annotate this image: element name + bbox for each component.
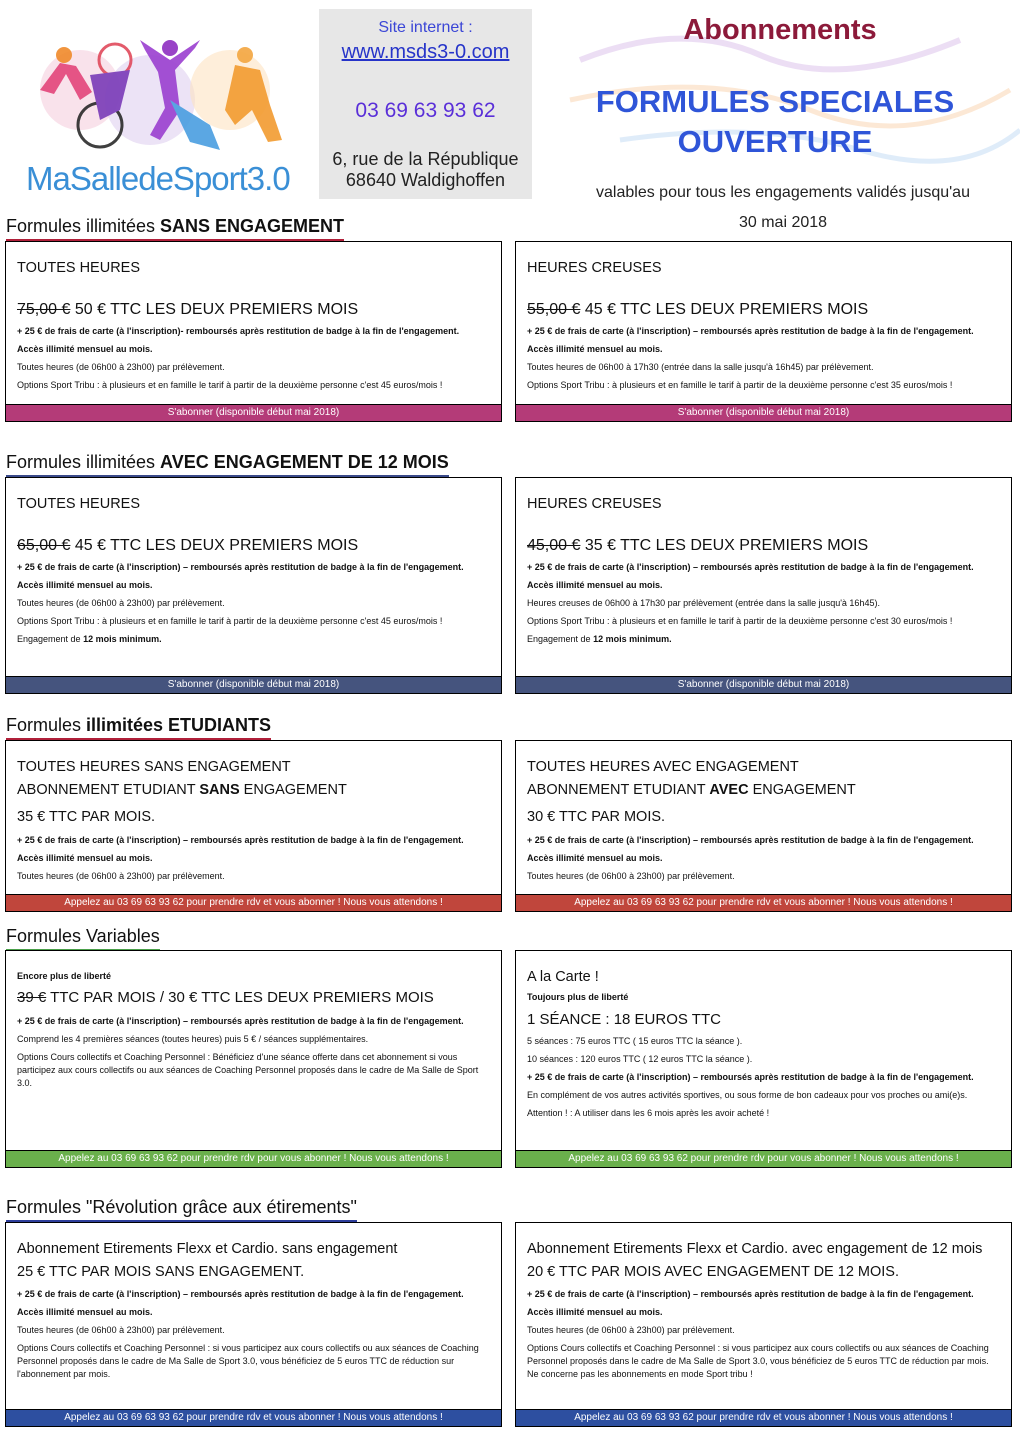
card-sans-engagement-heures-creuses xyxy=(515,241,1012,422)
engagement-bold: 12 mois minimum. xyxy=(593,634,672,644)
section-title-sans-engagement xyxy=(6,216,344,238)
card-horaires: Toutes heures (de 06h00 à 23h00) par prélèvement. xyxy=(17,362,225,372)
card-frais: + 25 € de frais de carte (à l'inscription) – remboursés après restitution de badge à la fin de l'engagement. xyxy=(527,835,974,845)
section-title-prefix: Formules "Révolution grâce aux étirements" xyxy=(6,1197,357,1217)
new-price: 45 € TTC LES DEUX PREMIERS MOIS xyxy=(580,301,869,318)
card-subheading xyxy=(17,782,347,798)
card-heading: HEURES CREUSES xyxy=(527,260,662,276)
card-price xyxy=(17,989,434,1006)
card-horaires: Toutes heures (de 06h00 à 23h00) par prélèvement. xyxy=(17,1325,225,1335)
card-acces: Accès illimité mensuel au mois. xyxy=(17,853,153,863)
card-horaires: Toutes heures (de 06h00 à 23h00) par prélèvement. xyxy=(527,871,735,881)
card-price xyxy=(527,537,868,555)
card-heading: TOUTES HEURES AVEC ENGAGEMENT xyxy=(527,759,799,775)
card-frais: + 25 € de frais de carte (à l'inscription) – remboursés après restitution de badge à la fin de l'engagement. xyxy=(527,1289,974,1299)
card-options: Options Sport Tribu : à plusieurs et en famille le tarif à partir de la deuxième personne c'est 45 euros/mois ! xyxy=(17,380,443,390)
subscribe-button[interactable]: S'abonner (disponible début mai 2018) xyxy=(516,404,1011,421)
section-title-prefix: Formules illimitées xyxy=(6,216,161,236)
card-etudiant-avec-engagement xyxy=(515,740,1012,912)
engagement-bold: 12 mois minimum. xyxy=(83,634,162,644)
card-horaires: Toutes heures (de 06h00 à 23h00) par prélèvement. xyxy=(17,871,225,881)
card-pack-10: 10 séances : 120 euros TTC ( 12 euros TTC la séance ). xyxy=(527,1054,753,1064)
card-tagline: Encore plus de liberté xyxy=(17,971,112,981)
card-horaires: Heures creuses de 06h00 à 17h30 par prélèvement (entrée dans la salle jusqu'à 16h45). xyxy=(527,598,880,608)
call-to-subscribe-button[interactable]: Appelez au 03 69 63 93 62 pour prendre rdv pour vous abonner ! Nous vous attendons ! xyxy=(6,1150,501,1167)
card-heading: A la Carte ! xyxy=(527,969,599,985)
card-heading: HEURES CREUSES xyxy=(527,496,662,512)
card-options: Options Cours collectifs et Coaching Personnel : si vous participez aux cours collectifs ou aux séances de Coaching Personnel proposés dans le cadre de Ma Salle de Sport 3.0, vous bénéficiez de 5 euros TTC de réduction par mois. Ne concerne pas les abonnements en mode Sport tribu ! xyxy=(527,1343,989,1379)
card-heading: TOUTES HEURES xyxy=(17,260,141,276)
card-frais: + 25 € de frais de carte (à l'inscription) – remboursés après restitution de badge à la fin de l'engagement. xyxy=(527,1072,974,1082)
call-to-subscribe-button[interactable]: Appelez au 03 69 63 93 62 pour prendre rdv et vous abonner ! Nous vous attendons ! xyxy=(6,894,501,911)
card-subheading xyxy=(527,782,856,798)
promo-title xyxy=(560,82,990,162)
sub-bold: SANS xyxy=(199,782,240,798)
section-title-avec-engagement xyxy=(6,452,449,474)
new-price: 45 € TTC LES DEUX PREMIERS MOIS xyxy=(70,537,359,554)
card-frais: + 25 € de frais de carte (à l'inscription) – remboursés après restitution de badge à la fin de l'engagement. xyxy=(527,326,974,336)
card-engagement xyxy=(17,633,491,646)
sub-prefix: ABONNEMENT ETUDIANT xyxy=(527,782,710,798)
section-title-prefix: Formules Variables xyxy=(6,926,160,946)
card-acces: Accès illimité mensuel au mois. xyxy=(527,853,663,863)
section-title-variables xyxy=(6,926,160,948)
section-title-bold: AVEC ENGAGEMENT DE 12 MOIS xyxy=(160,452,449,472)
sub-suffix: ENGAGEMENT xyxy=(748,782,856,798)
address-line1: 6, rue de la République xyxy=(332,149,519,169)
card-variable-mensuel xyxy=(5,950,502,1168)
subscribe-button[interactable]: S'abonner (disponible début mai 2018) xyxy=(516,676,1011,693)
card-frais: + 25 € de frais de carte (à l'inscription) – remboursés après restitution de badge à la fin de l'engagement. xyxy=(17,562,464,572)
card-options: Options Cours collectifs et Coaching Personnel : Bénéficiez d'une séance offerte dans cet abonnement si vous participez aux cours collectifs ou aux séances de Coaching Personnel proposés dans le cadre de Ma Salle de Sport 3.0. xyxy=(17,1052,479,1088)
sub-prefix: ABONNEMENT ETUDIANT xyxy=(17,782,200,798)
subscribe-button[interactable]: S'abonner (disponible début mai 2018) xyxy=(6,404,501,421)
call-to-subscribe-button[interactable]: Appelez au 03 69 63 93 62 pour prendre rdv et vous abonner ! Nous vous attendons ! xyxy=(6,1409,501,1426)
card-frais: + 25 € de frais de carte (à l'inscription) – remboursés après restitution de badge à la fin de l'engagement. xyxy=(527,562,974,572)
call-to-subscribe-button[interactable]: Appelez au 03 69 63 93 62 pour prendre rdv pour vous abonner ! Nous vous attendons ! xyxy=(516,1150,1011,1167)
card-acces: Accès illimité mensuel au mois. xyxy=(17,1307,153,1317)
card-etirements-sans-engagement xyxy=(5,1222,502,1427)
new-price: 50 € TTC LES DEUX PREMIERS MOIS xyxy=(70,301,359,318)
card-avec-engagement-heures-creuses xyxy=(515,477,1012,694)
card-price xyxy=(17,301,358,319)
section-title-bold: illimitées ETUDIANTS xyxy=(86,715,272,735)
engagement-prefix: Engagement de xyxy=(17,634,84,644)
old-price: 65,00 € xyxy=(17,537,71,554)
new-price: 35 € TTC LES DEUX PREMIERS MOIS xyxy=(580,537,869,554)
engagement-prefix: Engagement de xyxy=(527,634,594,644)
site-link[interactable]: www.msds3-0.com xyxy=(341,41,510,63)
section-title-prefix: Formules xyxy=(6,715,87,735)
site-label: Site internet : xyxy=(378,19,473,36)
card-price xyxy=(527,301,868,319)
address-line2: 68640 Waldighoffen xyxy=(345,170,506,190)
card-complement: En complément de vos autres activités sportives, ou sous forme de bon cadeaux pour vos proches ou ami(e)s. xyxy=(527,1090,968,1100)
call-to-subscribe-button[interactable]: Appelez au 03 69 63 93 62 pour prendre rdv et vous abonner ! Nous vous attendons ! xyxy=(516,894,1011,911)
card-sans-engagement-toutes-heures xyxy=(5,241,502,422)
promo-validity-date: 30 mai 2018 xyxy=(738,214,828,231)
call-to-subscribe-button[interactable]: Appelez au 03 69 63 93 62 pour prendre rdv et vous abonner ! Nous vous attendons ! xyxy=(516,1409,1011,1426)
new-price: TTC PAR MOIS / 30 € TTC LES DEUX PREMIERS MOIS xyxy=(46,989,434,1006)
card-frais: + 25 € de frais de carte (à l'inscription) – remboursés après restitution de badge à la fin de l'engagement. xyxy=(17,1289,464,1299)
card-horaires: Toutes heures (de 06h00 à 23h00) par prélèvement. xyxy=(527,1325,735,1335)
sub-bold: AVEC xyxy=(709,782,749,798)
contact-box xyxy=(319,9,532,199)
card-options: Options Sport Tribu : à plusieurs et en famille le tarif à partir de la deuxième personne c'est 45 euros/mois ! xyxy=(17,616,443,626)
card-a-la-carte xyxy=(515,950,1012,1168)
phone-number[interactable]: 03 69 63 93 62 xyxy=(355,99,496,122)
card-price: 30 € TTC PAR MOIS. xyxy=(527,809,666,825)
section-title-etudiants xyxy=(6,715,271,737)
page-heading: Abonnements xyxy=(683,14,877,46)
card-options: Options Sport Tribu : à plusieurs et en famille le tarif à partir de la deuxième personne c'est 30 euros/mois ! xyxy=(527,616,953,626)
promo-validity-line1: valables pour tous les engagements validés jusqu'au xyxy=(596,184,970,201)
card-price: 20 € TTC PAR MOIS AVEC ENGAGEMENT DE 12 MOIS. xyxy=(527,1264,899,1280)
card-acces: Accès illimité mensuel au mois. xyxy=(527,344,663,354)
section-title-bold: SANS ENGAGEMENT xyxy=(160,216,345,236)
card-etudiant-sans-engagement xyxy=(5,740,502,912)
card-acces: Accès illimité mensuel au mois. xyxy=(17,344,153,354)
card-attention: Attention ! : A utiliser dans les 6 mois après les avoir acheté ! xyxy=(527,1108,770,1118)
promo-title-line1: FORMULES SPECIALES xyxy=(595,84,955,119)
card-avec-engagement-toutes-heures xyxy=(5,477,502,694)
card-price xyxy=(17,537,358,555)
card-price: 35 € TTC PAR MOIS. xyxy=(17,809,156,825)
card-seances: Comprend les 4 premières séances (toutes heures) puis 5 € / séances supplémentaires. xyxy=(17,1034,369,1044)
section-title-prefix: Formules illimitées xyxy=(6,452,161,472)
card-price: 1 SÉANCE : 18 EUROS TTC xyxy=(527,1011,721,1028)
card-options: Options Sport Tribu : à plusieurs et en famille le tarif à partir de la deuxième personne c'est 35 euros/mois ! xyxy=(527,380,953,390)
card-heading: TOUTES HEURES xyxy=(17,496,141,512)
brand-logo xyxy=(20,30,300,200)
card-options: Options Cours collectifs et Coaching Personnel : si vous participez aux cours collectifs ou aux séances de Coaching Personnel proposés dans le cadre de Ma Salle de Sport 3.0, vous bénéficiez de 5 euros TTC de réduction sur l'abonnement par mois. xyxy=(17,1343,479,1379)
card-price: 25 € TTC PAR MOIS SANS ENGAGEMENT. xyxy=(17,1264,305,1280)
card-engagement xyxy=(527,633,1001,646)
card-frais: + 25 € de frais de carte (à l'inscription) – remboursés après restitution de badge à la fin de l'engagement. xyxy=(17,1016,464,1026)
subscribe-button[interactable]: S'abonner (disponible début mai 2018) xyxy=(6,676,501,693)
card-frais: + 25 € de frais de carte (à l'inscription) – remboursés après restitution de badge à la fin de l'engagement. xyxy=(17,835,464,845)
sub-suffix: ENGAGEMENT xyxy=(239,782,347,798)
card-heading: Abonnement Etirements Flexx et Cardio. avec engagement de 12 mois xyxy=(527,1241,983,1257)
old-price: 75,00 € xyxy=(17,301,71,318)
logo-wordmark: MaSalledeSport3.0 xyxy=(26,160,290,197)
promo-validity xyxy=(548,178,1018,238)
card-etirements-avec-engagement xyxy=(515,1222,1012,1427)
card-pack-5: 5 séances : 75 euros TTC ( 15 euros TTC la séance ). xyxy=(527,1036,743,1046)
card-frais: + 25 € de frais de carte (à l'inscription)- remboursés après restitution de badge à la fin de l'engagement. xyxy=(17,326,460,336)
section-title-etirements xyxy=(6,1197,357,1219)
old-price: 45,00 € xyxy=(527,537,581,554)
card-acces: Accès illimité mensuel au mois. xyxy=(527,580,663,590)
old-price: 55,00 € xyxy=(527,301,581,318)
card-heading: TOUTES HEURES SANS ENGAGEMENT xyxy=(17,759,291,775)
old-price: 39 € xyxy=(17,989,47,1006)
card-heading: Abonnement Etirements Flexx et Cardio. sans engagement xyxy=(17,1241,398,1257)
card-horaires: Toutes heures de 06h00 à 17h30 (entrée dans la salle jusqu'à 16h45) par prélèvement. xyxy=(527,362,874,372)
card-acces: Accès illimité mensuel au mois. xyxy=(17,580,153,590)
card-acces: Accès illimité mensuel au mois. xyxy=(527,1307,663,1317)
card-horaires: Toutes heures (de 06h00 à 23h00) par prélèvement. xyxy=(17,598,225,608)
athletes-logo-graphic xyxy=(20,30,300,160)
card-tagline: Toujours plus de liberté xyxy=(527,992,629,1002)
promo-title-line2: OUVERTURE xyxy=(677,124,873,159)
